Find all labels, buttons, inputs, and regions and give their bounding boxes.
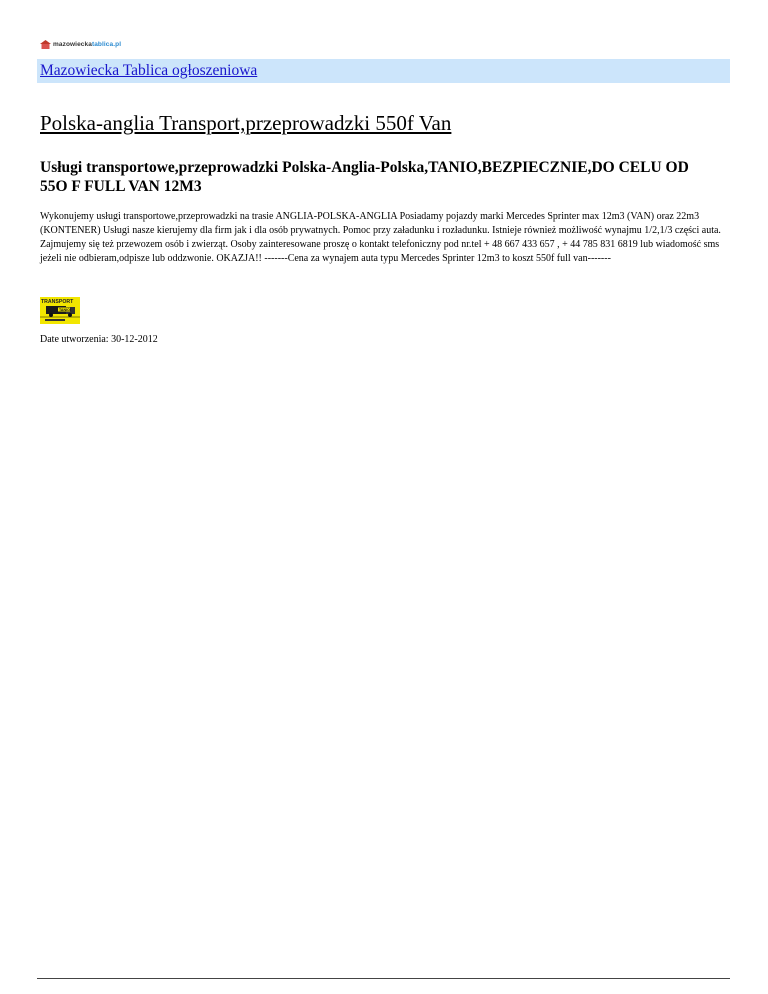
house-logo-icon bbox=[40, 40, 51, 49]
footer-divider bbox=[37, 978, 730, 979]
logo-text: mazowieckatablica.pl bbox=[53, 40, 122, 48]
creation-date: Date utworzenia: 30-12-2012 bbox=[40, 334, 158, 345]
listing-thumbnail-image[interactable] bbox=[40, 297, 80, 324]
thumbnail-text-top: TRANSPORT bbox=[41, 299, 74, 305]
page-title: Polska-anglia Transport,przeprowadzki 550f Van bbox=[40, 111, 452, 135]
listing-description: Wykonujemy usługi transportowe,przeprowadzki na trasie ANGLIA-POLSKA-ANGLIA Posiadamy pojazdy marki Mercedes Sprinter max 12m3 (VAN) oraz 22m3 (KONTENER) Usługi nasze kierujemy dla firm jak i dla osób prywatnych. Pomoc przy załadunku i rozładunku. Istnieje również możliwość wynajmu 1/2,1/3 części auta. Zajmujemy się też przewozem osób i zwierząt. Osoby zainteresowane proszę o kontakt telefoniczny pod nr.tel + 48 667 433 657 , + 44 785 831 6819 lub wiadomość sms jeżeli nie odbieram,odpisze lub oddzwonie. OKAZJA!! -------Cena za wynajem auta typu Mercedes Sprinter 12m3 to koszt 550f full van------- bbox=[40, 211, 721, 264]
site-header-bar bbox=[37, 59, 730, 83]
site-logo[interactable] bbox=[40, 37, 121, 51]
thumbnail-text-mid: TANIO! bbox=[59, 307, 72, 312]
site-home-link[interactable]: Mazowiecka Tablica ogłoszeniowa bbox=[40, 62, 258, 79]
listing-subtitle: Usługi transportowe,przeprowadzki Polska-Anglia-Polska,TANIO,BEZPIECZNIE,DO CELU OD 55O F FULL VAN 12M3 bbox=[40, 159, 689, 195]
